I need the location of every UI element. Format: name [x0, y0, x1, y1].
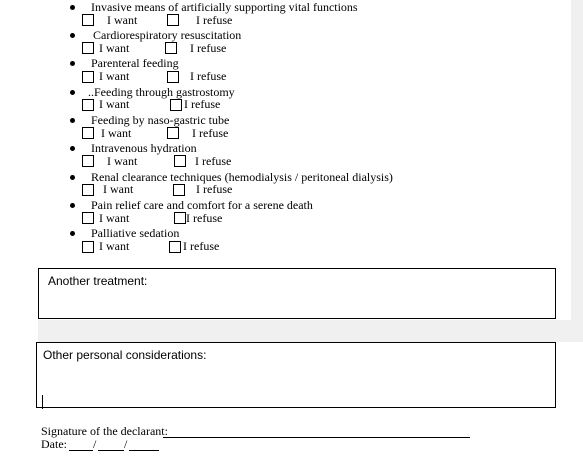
refuse-label: I refuse	[186, 211, 223, 225]
refuse-label: I refuse	[190, 69, 227, 83]
want-checkbox[interactable]	[82, 42, 94, 54]
want-label: I want	[99, 69, 130, 83]
want-checkbox[interactable]	[82, 155, 94, 167]
refuse-label: I refuse	[192, 126, 229, 140]
text-cursor	[42, 395, 43, 409]
refuse-checkbox[interactable]	[174, 212, 186, 224]
refuse-label: I refuse	[184, 97, 221, 111]
refuse-checkbox[interactable]	[174, 155, 186, 167]
option-title: Invasive means of artificially supporting vital functions	[91, 0, 358, 14]
refuse-label: I refuse	[195, 154, 232, 168]
personal-considerations-label: Other personal considerations:	[43, 348, 207, 362]
date-separator: /	[93, 437, 97, 451]
want-checkbox[interactable]	[82, 14, 94, 26]
refuse-checkbox[interactable]	[169, 241, 181, 253]
bullet-icon	[70, 33, 75, 38]
date-year-line[interactable]	[129, 450, 159, 451]
page-margin-shade	[571, 0, 583, 322]
bullet-icon	[70, 175, 75, 180]
date-label: Date:	[41, 437, 67, 451]
bullet-icon	[70, 231, 75, 236]
want-checkbox[interactable]	[82, 71, 94, 83]
date-separator: /	[124, 437, 128, 451]
refuse-checkbox[interactable]	[167, 14, 179, 26]
option-title: Feeding by naso-gastric tube	[91, 113, 230, 127]
bullet-icon	[70, 118, 75, 123]
want-checkbox[interactable]	[82, 99, 94, 111]
option-title: Parenteral feeding	[91, 56, 179, 70]
signature-line[interactable]	[163, 437, 470, 438]
option-title: Renal clearance techniques (hemodialysis / peritoneal dialysis)	[91, 170, 393, 184]
refuse-label: I refuse	[196, 182, 233, 196]
want-label: I want	[99, 41, 130, 55]
want-label: I want	[99, 239, 130, 253]
want-label: I want	[99, 211, 130, 225]
date-day-line[interactable]	[69, 450, 93, 451]
want-label: I want	[103, 182, 134, 196]
bullet-icon	[70, 90, 75, 95]
refuse-checkbox[interactable]	[167, 71, 179, 83]
refuse-checkbox[interactable]	[173, 184, 185, 196]
another-treatment-label: Another treatment:	[48, 274, 148, 288]
refuse-checkbox[interactable]	[167, 127, 179, 139]
want-label: I want	[101, 126, 132, 140]
want-checkbox[interactable]	[82, 184, 94, 196]
want-label: I want	[99, 97, 130, 111]
want-checkbox[interactable]	[82, 212, 94, 224]
option-title: Palliative sedation	[91, 226, 180, 240]
want-checkbox[interactable]	[82, 241, 94, 253]
refuse-label: I refuse	[183, 239, 220, 253]
date-month-line[interactable]	[98, 450, 124, 451]
bullet-icon	[70, 61, 75, 66]
bullet-icon	[70, 5, 75, 10]
bullet-icon	[70, 203, 75, 208]
option-title: Pain relief care and comfort for a serene death	[91, 198, 313, 212]
signature-label: Signature of the declarant:	[41, 424, 168, 438]
want-label: I want	[107, 13, 138, 27]
bullet-icon	[70, 146, 75, 151]
option-title: Cardiorespiratory resuscitation	[93, 28, 242, 42]
refuse-checkbox[interactable]	[165, 42, 177, 54]
refuse-label: I refuse	[190, 41, 227, 55]
want-label: I want	[107, 154, 138, 168]
option-title: Intravenous hydration	[91, 141, 197, 155]
option-title: ..Feeding through gastrostomy	[88, 85, 235, 99]
page-gap-shade	[38, 320, 583, 342]
want-checkbox[interactable]	[82, 127, 94, 139]
refuse-label: I refuse	[196, 13, 233, 27]
refuse-checkbox[interactable]	[170, 99, 182, 111]
